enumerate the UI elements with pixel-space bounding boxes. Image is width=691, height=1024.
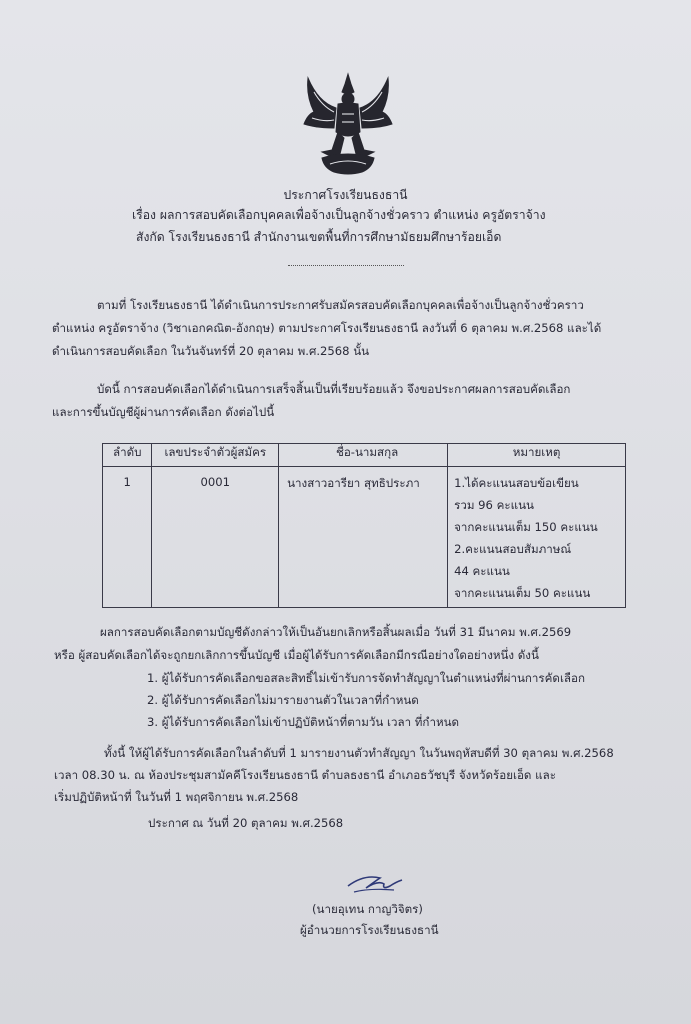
header-applicant-id: เลขประจำตัวผู้สมัคร <box>152 444 279 467</box>
document-affiliation: สังกัด โรงเรียนธงธานี สำนักงานเขตพื้นที่การศึกษามัธยมศึกษาร้อยเอ็ด <box>136 230 502 244</box>
table-row <box>103 467 626 608</box>
document-subject: เรื่อง ผลการสอบคัดเลือกบุคคลเพื่อจ้างเป็นลูกจ้างชั่วคราว ตำแหน่ง ครูอัตราจ้าง <box>132 208 546 222</box>
paragraph-2-line-1: บัดนี้ การสอบคัดเลือกได้ดำเนินการเสร็จสิ้นเป็นที่เรียบร้อยแล้ว จึงขอประกาศผลการสอบคัดเลือก <box>97 382 571 396</box>
note-line: 2.คะแนนสอบสัมภาษณ์ <box>454 542 572 556</box>
table-header-row <box>103 444 626 467</box>
paragraph-1-line-3: ดำเนินการสอบคัดเลือก ในวันจันทร์ที่ 20 ตุลาคม พ.ศ.2568 นั้น <box>52 344 370 358</box>
report-line-2: เวลา 08.30 น. ณ ห้องประชุมสามัคคีโรงเรียนธงธานี ตำบลธงธานี อำเภอธวัชบุรี จังหวัดร้อยเอ็ด และ <box>54 768 556 782</box>
note-line: รวม 96 คะแนน <box>454 498 534 512</box>
announce-date: ประกาศ ณ วันที่ 20 ตุลาคม พ.ศ.2568 <box>148 816 344 830</box>
signatory-name: (นายอุเทน กาญวิจิตร) <box>312 902 423 916</box>
signatory-position: ผู้อำนวยการโรงเรียนธงธานี <box>300 923 439 937</box>
report-line-1: ทั้งนี้ ให้ผู้ได้รับการคัดเลือกในลำดับที่ 1 มารายงานตัวทำสัญญา ในวันพฤหัสบดีที่ 30 ตุลาคม พ.ศ.2568 <box>104 746 614 760</box>
validity-line-2: หรือ ผู้สอบคัดเลือกได้จะถูกยกเลิกการขึ้นบัญชี เมื่อผู้ได้รับการคัดเลือกมีกรณีอย่างใดอย่างหนึ่ง ดังนี้ <box>54 648 539 662</box>
note-line: จากคะแนนเต็ม 150 คะแนน <box>454 520 598 534</box>
cell-order: 1 <box>103 467 152 608</box>
paragraph-1-line-2: ตำแหน่ง ครูอัตราจ้าง (วิชาเอกคณิต-อังกฤษ) ตามประกาศโรงเรียนธงธานี ลงวันที่ 6 ตุลาคม พ.ศ.2568 และได้ <box>52 321 602 335</box>
cell-notes <box>448 467 626 608</box>
signature-mark <box>344 868 406 898</box>
validity-item: 1. ผู้ได้รับการคัดเลือกขอสละสิทธิ์ไม่เข้ารับการจัดทำสัญญาในตำแหน่งที่ผ่านการคัดเลือก <box>147 671 585 685</box>
header-order: ลำดับ <box>103 444 152 467</box>
validity-line-1: ผลการสอบคัดเลือกตามบัญชีดังกล่าวให้เป็นอันยกเลิกหรือสิ้นผลเมื่อ วันที่ 31 มีนาคม พ.ศ.2569 <box>100 625 572 639</box>
header-notes: หมายเหตุ <box>448 444 626 467</box>
garuda-emblem-icon <box>300 72 396 178</box>
note-line: 44 คะแนน <box>454 564 510 578</box>
note-line: 1.ได้คะแนนสอบข้อเขียน <box>454 476 579 490</box>
cell-applicant-id: 0001 <box>152 467 279 608</box>
document-title: ประกาศโรงเรียนธงธานี <box>283 188 408 202</box>
candidate-table <box>102 443 626 608</box>
note-line: จากคะแนนเต็ม 50 คะแนน <box>454 586 591 600</box>
cell-name: นางสาวอารียา สุทธิประภา <box>279 467 448 608</box>
divider <box>288 265 404 266</box>
report-line-3: เริ่มปฏิบัติหน้าที่ ในวันที่ 1 พฤศจิกายน พ.ศ.2568 <box>54 790 299 804</box>
paragraph-2-line-2: และการขึ้นบัญชีผู้ผ่านการคัดเลือก ดังต่อไปนี้ <box>52 405 275 419</box>
header-name: ชื่อ-นามสกุล <box>279 444 448 467</box>
validity-item: 2. ผู้ได้รับการคัดเลือกไม่มารายงานตัวในเวลาที่กำหนด <box>147 693 419 707</box>
paragraph-1-line-1: ตามที่ โรงเรียนธงธานี ได้ดำเนินการประกาศรับสมัครสอบคัดเลือกบุคคลเพื่อจ้างเป็นลูกจ้างชั่วคราว <box>97 298 584 312</box>
validity-item: 3. ผู้ได้รับการคัดเลือกไม่เข้าปฏิบัติหน้าที่ตามวัน เวลา ที่กำหนด <box>147 715 460 729</box>
